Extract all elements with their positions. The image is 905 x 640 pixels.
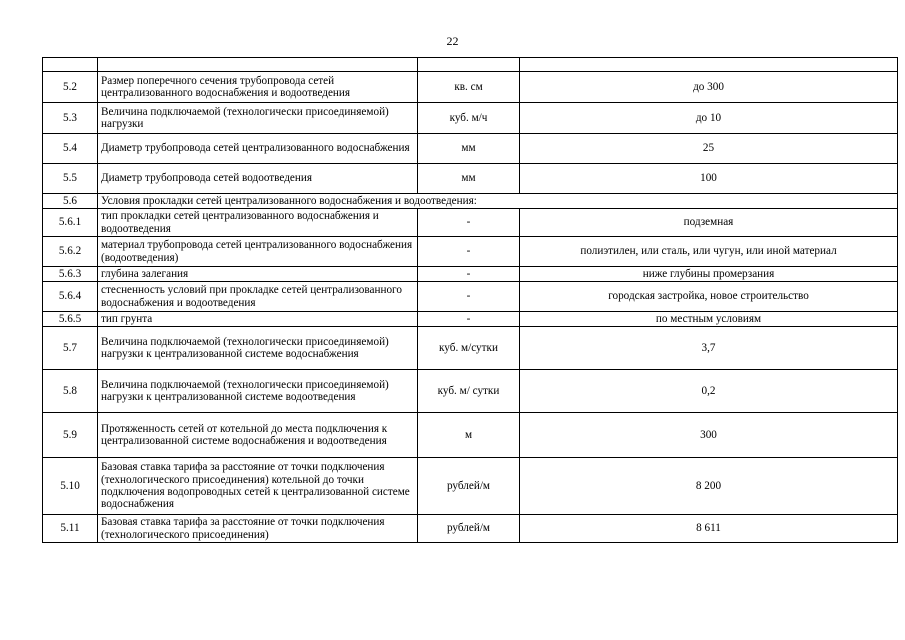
value-cell: ниже глубины промерзания xyxy=(520,267,898,282)
unit-cell: - xyxy=(418,209,520,237)
parameter-name: Протяженность сетей от котельной до места подключения к централизованной системе водоснабжения и водоотведения xyxy=(98,413,418,458)
parameter-name: Величина подключаемой (технологически присоединяемой) нагрузки к централизованной системе водоотведения xyxy=(98,370,418,413)
row-number: 5.6.5 xyxy=(43,312,98,327)
parameter-name: тип прокладки сетей централизованного водоснабжения и водоотведения xyxy=(98,209,418,237)
parameter-name: Базовая ставка тарифа за расстояние от точки подключения (технологического присоединения) xyxy=(98,515,418,543)
row-number: 5.6 xyxy=(43,194,98,209)
value-cell: до 10 xyxy=(520,103,898,134)
unit-cell: мм xyxy=(418,164,520,194)
value-cell: до 300 xyxy=(520,72,898,103)
table-row xyxy=(43,327,898,370)
specification-table xyxy=(42,57,898,543)
header-cell xyxy=(418,58,520,72)
value-cell: 3,7 xyxy=(520,327,898,370)
parameter-name: Базовая ставка тарифа за расстояние от точки подключения (технологического присоединения) котельной до точки подключения водопроводных сетей к централизованной системе водоснабжения xyxy=(98,458,418,515)
page-number: 22 xyxy=(446,34,459,48)
table-row xyxy=(43,458,898,515)
unit-cell: мм xyxy=(418,134,520,164)
row-number: 5.6.4 xyxy=(43,282,98,312)
table-row xyxy=(43,209,898,237)
table-row xyxy=(43,267,898,282)
header-cell xyxy=(98,58,418,72)
table-row xyxy=(43,72,898,103)
parameter-name: Величина подключаемой (технологически присоединяемой) нагрузки к централизованной системе водоснабжения xyxy=(98,327,418,370)
table-row xyxy=(43,413,898,458)
parameter-name: Диаметр трубопровода сетей централизованного водоснабжения xyxy=(98,134,418,164)
unit-cell: - xyxy=(418,237,520,267)
row-number: 5.7 xyxy=(43,327,98,370)
table-row xyxy=(43,164,898,194)
value-cell: 8 200 xyxy=(520,458,898,515)
row-number: 5.2 xyxy=(43,72,98,103)
value-cell: городская застройка, новое строительство xyxy=(520,282,898,312)
row-number: 5.10 xyxy=(43,458,98,515)
unit-cell: куб. м/ сутки xyxy=(418,370,520,413)
value-cell: подземная xyxy=(520,209,898,237)
header-cell xyxy=(43,58,98,72)
unit-cell: - xyxy=(418,312,520,327)
unit-cell: - xyxy=(418,267,520,282)
parameter-name: тип грунта xyxy=(98,312,418,327)
value-cell: 0,2 xyxy=(520,370,898,413)
table-row xyxy=(43,282,898,312)
unit-cell: м xyxy=(418,413,520,458)
value-cell: по местным условиям xyxy=(520,312,898,327)
unit-cell: кв. см xyxy=(418,72,520,103)
table-row xyxy=(43,370,898,413)
row-number: 5.11 xyxy=(43,515,98,543)
row-number: 5.9 xyxy=(43,413,98,458)
row-number: 5.8 xyxy=(43,370,98,413)
header-cell xyxy=(520,58,898,72)
table-header-row xyxy=(43,58,898,72)
row-number: 5.3 xyxy=(43,103,98,134)
table-row xyxy=(43,103,898,134)
row-number: 5.6.3 xyxy=(43,267,98,282)
table-row xyxy=(43,515,898,543)
table-row xyxy=(43,134,898,164)
row-number: 5.6.2 xyxy=(43,237,98,267)
unit-cell: - xyxy=(418,282,520,312)
unit-cell: рублей/м xyxy=(418,458,520,515)
section-heading: Условия прокладки сетей централизованного водоснабжения и водоотведения: xyxy=(98,194,898,209)
parameter-name: Величина подключаемой (технологически присоединяемой) нагрузки xyxy=(98,103,418,134)
parameter-name: Размер поперечного сечения трубопровода сетей централизованного водоснабжения и водоотведения xyxy=(98,72,418,103)
row-number: 5.4 xyxy=(43,134,98,164)
parameter-name: материал трубопровода сетей централизованного водоснабжения (водоотведения) xyxy=(98,237,418,267)
table-row xyxy=(43,237,898,267)
row-number: 5.5 xyxy=(43,164,98,194)
value-cell: полиэтилен, или сталь, или чугун, или иной материал xyxy=(520,237,898,267)
row-number: 5.6.1 xyxy=(43,209,98,237)
unit-cell: рублей/м xyxy=(418,515,520,543)
unit-cell: куб. м/сутки xyxy=(418,327,520,370)
value-cell: 8 611 xyxy=(520,515,898,543)
unit-cell: куб. м/ч xyxy=(418,103,520,134)
table-row xyxy=(43,312,898,327)
table-row xyxy=(43,194,898,209)
parameter-name: Диаметр трубопровода сетей водоотведения xyxy=(98,164,418,194)
parameter-name: глубина залегания xyxy=(98,267,418,282)
value-cell: 300 xyxy=(520,413,898,458)
value-cell: 25 xyxy=(520,134,898,164)
value-cell: 100 xyxy=(520,164,898,194)
parameter-name: стесненность условий при прокладке сетей централизованного водоснабжения и водоотведения xyxy=(98,282,418,312)
